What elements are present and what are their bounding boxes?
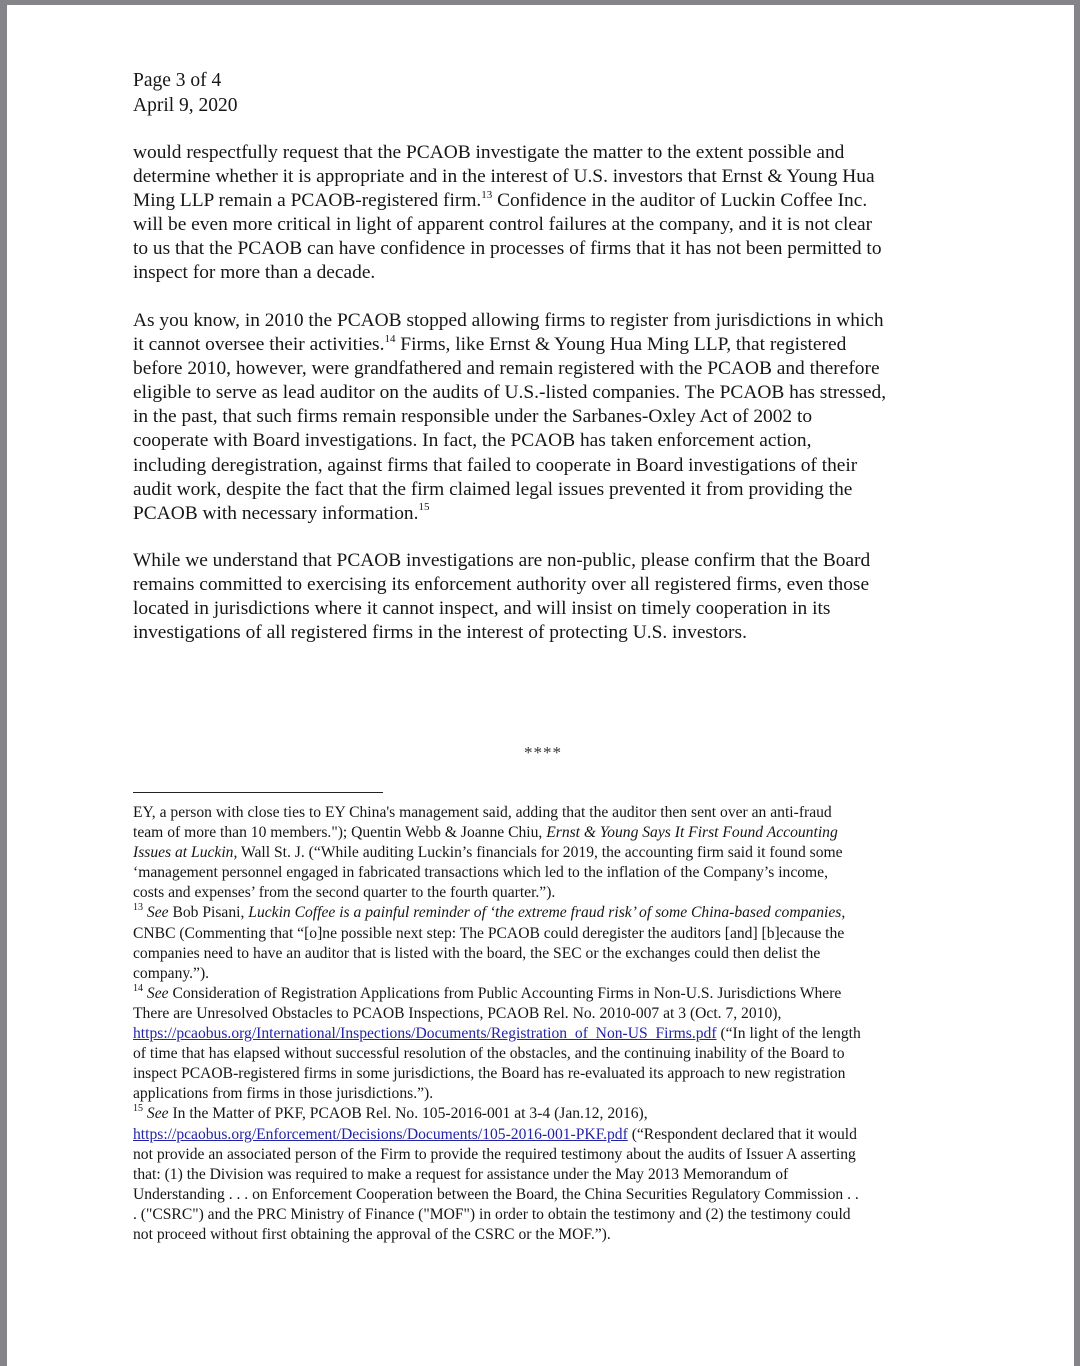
text-line: before 2010, however, were grandfathered and remain registered with the PCAOB and therefore	[133, 358, 880, 380]
cited-article-title: Ernst & Young Says It First Found Accounting	[546, 824, 838, 842]
text-line: PCAOB with necessary information.$^{15}$	[133, 501, 430, 524]
text-line: audit work, despite the fact that the firm claimed legal issues prevented it from providing the	[133, 478, 853, 500]
pcaob-registration-link[interactable]: https://pcaobus.org/International/Inspections/Documents/Registration_of_Non-US_Firms.pdf	[133, 1025, 717, 1043]
footnote-ref-14[interactable]: 14	[384, 332, 396, 345]
paragraph-request-investigation	[133, 141, 953, 286]
text-line: determine whether it is appropriate and in the interest of U.S. investors that Ernst & Young Hua	[133, 166, 875, 188]
paragraph-confirmation-request	[133, 549, 953, 645]
footnote-12-continued: EY, a person with close ties to EY China's management said, adding that the auditor then sent over an anti-fraud team of more than 10 members."); Quentin Webb & Joanne Chiu, Ernst & Young Says It First Found Accounting Issues at Luckin, Wall St. J. (“While auditing Luckin’s financials for 2019, the accounting firm said it found some ‘management personnel engaged in fabricated transactions which led to the inflation of the Company’s income, costs and expenses’ from the second quarter to the fourth quarter.”).	[133, 804, 843, 902]
footnote-ref-15[interactable]: 15	[418, 501, 430, 514]
text-line: remains committed to exercising its enforcement authority over all registered firms, even those	[133, 574, 870, 596]
cited-article-title: Issues at Luckin,	[133, 844, 238, 862]
text-line: would respectfully request that the PCAOB investigate the matter to the extent possible and	[133, 142, 845, 163]
footnote-13: $^{13}$ See Bob Pisani, Luckin Coffee is a painful reminder of ‘the extreme fraud risk’ of some China-based companies, CNBC (Commenting that “[o]ne possible next step: The PCAOB could deregister the auditors [and] [b]ecause the companies need to have an auditor that is listed with the board, the SEC or the exchanges could then delist the company.”).	[133, 902, 846, 982]
document-page	[7, 5, 1074, 1366]
text-line: will be even more critical in light of apparent control failures at the company, and it is not clear	[133, 214, 873, 236]
footnote-number: 14	[133, 982, 143, 994]
text-line: Ming LLP remain a PCAOB-registered firm.$^{13}$ Confidence in the auditor of Luckin Coffee Inc.	[133, 188, 868, 212]
footnote-14: $^{14}$ See Consideration of Registration Applications from Public Accounting Firms in Non-U.S. Jurisdictions Where There are Unresolved Obstacles to PCAOB Inspections, PCAOB Rel. No. 2010-007 at 3 (Oct. 7, 2010), https://pcaobus.org/International/Inspections/Documents/Registration_of_Non-US_Firms.pdf (“In light of the length of time that has elapsed without successful resolution of the obstacles, and the continuing inability of the Board to inspect PCAOB-registered firms in some jurisdictions, the Board has re-evaluated its approach to new registration applications from firms in those jurisdictions.”).	[133, 982, 861, 1103]
text-line: As you know, in 2010 the PCAOB stopped allowing firms to register from jurisdictions in which	[133, 310, 884, 331]
section-separator: ****	[524, 743, 562, 762]
footnote-ref-13[interactable]: 13	[481, 188, 493, 201]
pcaob-enforcement-link[interactable]: https://pcaobus.org/Enforcement/Decisions/Documents/105-2016-001-PKF.pdf	[133, 1125, 628, 1143]
text-line: investigations of all registered firms in the interest of protecting U.S. investors.	[133, 622, 747, 644]
text-line: eligible to serve as lead auditor on the audits of U.S.-listed companies. The PCAOB has stressed,	[133, 382, 887, 404]
letter-date: April 9, 2020	[133, 94, 238, 116]
paragraph-registration-history	[133, 309, 953, 526]
text-line: located in jurisdictions where it cannot inspect, and will insist on timely cooperation in its	[133, 598, 831, 620]
footnotes	[133, 803, 953, 1245]
text-line: inspect for more than a decade.	[133, 262, 376, 284]
page-number: Page 3 of 4	[133, 70, 222, 91]
footnote-15: $^{15}$ See In the Matter of PKF, PCAOB Rel. No. 105-2016-001 at 3-4 (Jan.12, 2016), https://pcaobus.org/Enforcement/Decisions/Documents/105-2016-001-PKF.pdf (“Respondent declared that it would not provide an associated person of the Firm to provide the required testimony about the audits of Issuer A asserting that: (1) the Division was required to make a request for assistance under the May 2013 Memorandum of Understanding . . . on Enforcement Cooperation between the Board, the China Securities Regulatory Commission . . . ("CSRC") and the PRC Ministry of Finance ("MOF") in order to obtain the testimony and (2) the testimony could not proceed without first obtaining the approval of the CSRC or the MOF.”).	[133, 1103, 859, 1243]
text-line: While we understand that PCAOB investigations are non-public, please confirm that the Board	[133, 550, 871, 571]
text-line: cooperate with Board investigations. In fact, the PCAOB has taken enforcement action,	[133, 430, 812, 452]
page-header	[133, 69, 238, 118]
cited-article-title: Luckin Coffee is a painful reminder of ‘the extreme fraud risk’ of some China-based companies,	[248, 904, 846, 922]
text-line: it cannot oversee their activities.$^{14}$ Firms, like Ernst & Young Hua Ming LLP, that registered	[133, 332, 847, 356]
footnote-divider	[133, 792, 383, 793]
footnote-number: 15	[133, 1103, 143, 1115]
text-line: in the past, that such firms remain responsible under the Sarbanes-Oxley Act of 2002 to	[133, 406, 813, 428]
footnote-number: 13	[133, 902, 143, 914]
text-line: including deregistration, against firms that failed to cooperate in Board investigations of their	[133, 454, 858, 476]
text-line: to us that the PCAOB can have confidence in processes of firms that it has not been permitted to	[133, 238, 882, 260]
